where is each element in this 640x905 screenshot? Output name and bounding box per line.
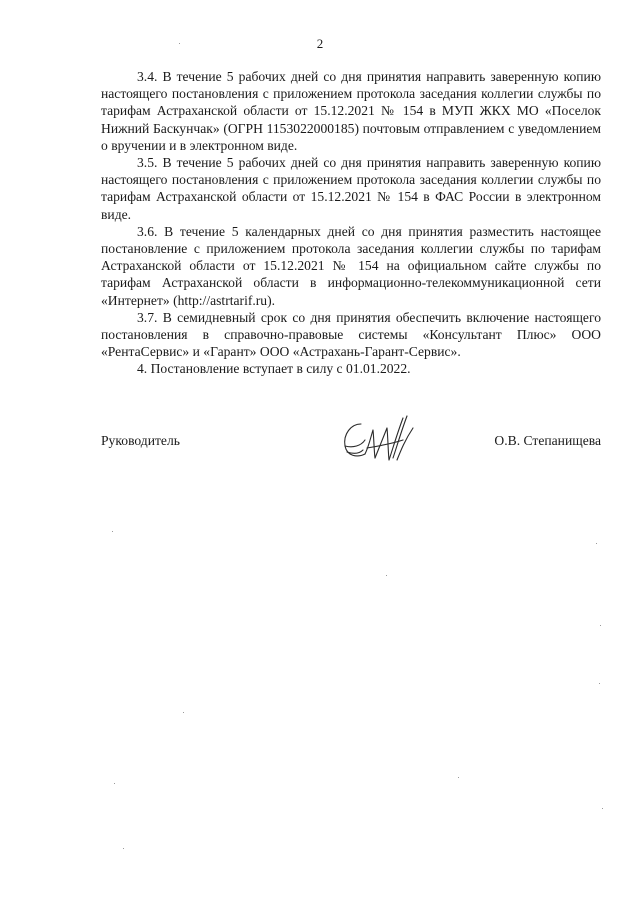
signature-block bbox=[101, 432, 601, 472]
scan-speck bbox=[112, 531, 113, 532]
document-body bbox=[101, 68, 601, 378]
scan-speck bbox=[114, 783, 115, 784]
page-number: 2 bbox=[316, 36, 324, 51]
scan-speck bbox=[596, 543, 597, 544]
signatory-name: О.В. Степанищева bbox=[494, 433, 601, 448]
paragraph-3-7: 3.7. В семидневный срок со дня принятия обеспечить включение настоящего постановления в справочно-правовые системы «Консультант Плюс» ООО «РентаСервис» и «Гарант» ООО «Астрахань-Гарант-Сервис». bbox=[101, 309, 601, 360]
paragraph-4: 4. Постановление вступает в силу с 01.01.2022. bbox=[137, 361, 411, 377]
paragraph-3-4: 3.4. В течение 5 рабочих дней со дня принятия направить заверенную копию настоящего постановления с приложением протокола заседания коллегии службы по тарифам Астраханской области от 15.12.2021 № 154 в МУП ЖКХ МО «Поселок Нижний Баскунчак» (ОГРН 1153022000185) почтовым отправлением с уведомлением о вручении и в электронном виде. bbox=[101, 69, 601, 153]
handwritten-signature bbox=[337, 410, 421, 468]
paragraph-3-6: 3.6. В течение 5 календарных дней со дня принятия разместить настоящее постановление с приложением протокола заседания коллегии службы по тарифам Астраханской области от 15.12.2021 № 154 на официальном сайте службы по тарифам Астраханской области в информационно-телекоммуникационной сети «Интернет» (http://astrtarif.ru). bbox=[101, 223, 601, 308]
scan-speck bbox=[599, 683, 600, 684]
scan-speck bbox=[600, 625, 601, 626]
scan-speck bbox=[123, 848, 124, 849]
paragraph-3-5: 3.5. В течение 5 рабочих дней со дня принятия направить заверенную копию настоящего постановления с приложением протокола заседания коллегии службы по тарифам Астраханской области от 15.12.2021 № 154 в ФАС России в электронном виде. bbox=[101, 155, 601, 222]
scan-speck bbox=[386, 575, 387, 576]
scan-speck bbox=[179, 43, 180, 44]
signatory-title: Руководитель bbox=[101, 433, 180, 448]
scan-speck bbox=[458, 777, 459, 778]
scan-speck bbox=[602, 808, 603, 809]
scan-speck bbox=[183, 712, 184, 713]
